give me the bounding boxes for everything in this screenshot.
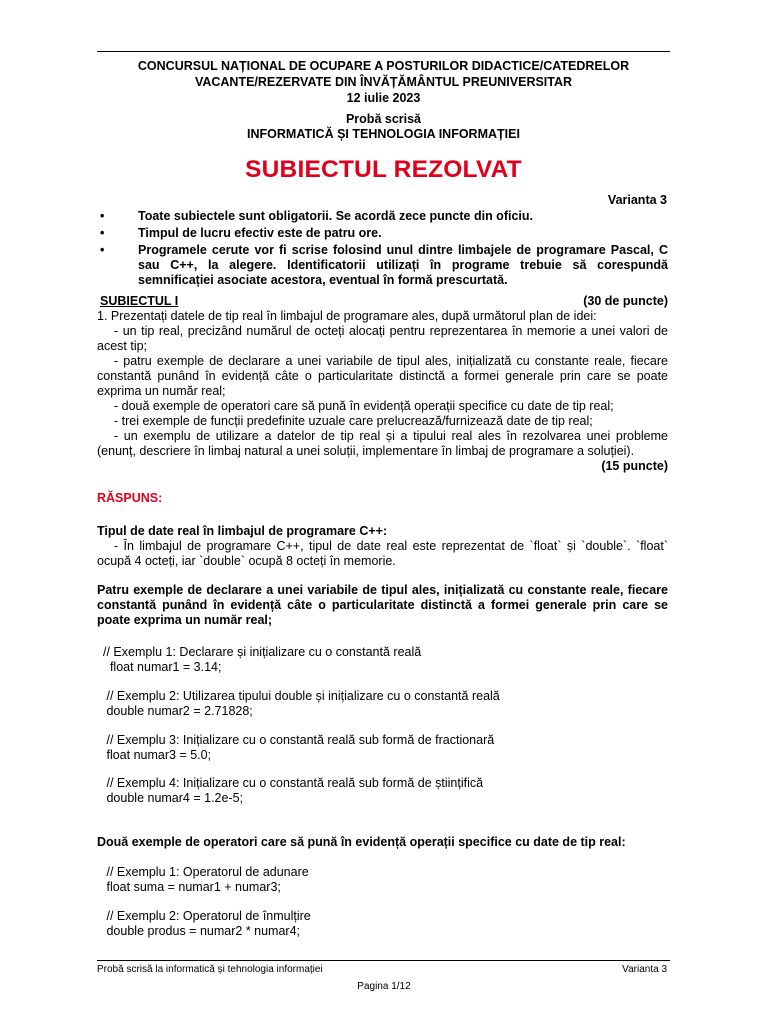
- answer-part-3-heading: [97, 835, 668, 850]
- footer-left: Probă scrisă la informatică și tehnologia informației: [97, 964, 323, 975]
- code-comment: // Exemplu 4: Inițializare cu o constantă reală sub formă de științifică: [106, 776, 484, 790]
- code-example-2: [103, 689, 500, 719]
- code-example-3: [103, 733, 494, 763]
- header-disciplina: INFORMATICĂ ȘI TEHNOLOGIA INFORMAȚIEI: [247, 127, 520, 141]
- header-proba: Probă scrisă: [345, 112, 422, 126]
- top-rule: [97, 51, 670, 52]
- answer-part-1: [97, 524, 668, 569]
- code-line: float suma = numar1 + numar3;: [106, 880, 281, 894]
- answer-part-3-heading-text: Două exemple de operatori care să pună în evidență operații specifice cu date de tip real:: [97, 835, 626, 849]
- answer-part-1-text: - În limbajul de programare C++, tipul de date real este reprezentat de `float` și `double`. `float` ocupă 4 octeți, iar `double` ocupă 8 octeți în memorie.: [97, 539, 668, 568]
- question-item: - trei exemple de funcții predefinite uzuale care prelucrează/furnizează date de tip real;: [114, 414, 593, 428]
- bottom-rule: [97, 960, 670, 961]
- question-item: - patru exemple de declarare a unei variabile de tipul ales, inițializată cu constante reale, fiecare constantă punând în evidență câte o particularitate distinctă a formei generale prin care se poate exprima un număr real;: [97, 354, 668, 398]
- page-title: SUBIECTUL REZOLVAT: [245, 156, 522, 183]
- instruction-item: [97, 209, 668, 224]
- code-line: float numar1 = 3.14;: [109, 660, 222, 674]
- instruction-text: Timpul de lucru efectiv este de patru ore.: [138, 226, 382, 240]
- code-line: double numar4 = 1.2e-5;: [106, 791, 244, 805]
- code-line: double numar2 = 2.71828;: [106, 704, 253, 718]
- question-item: - două exemple de operatori care să pună în evidență operații specifice cu date de tip real;: [114, 399, 614, 413]
- code-comment: // Exemplu 3: Inițializare cu o constantă reală sub formă de fractionară: [106, 733, 495, 747]
- instructions-list: [97, 209, 668, 290]
- bullet-icon: •: [100, 243, 105, 257]
- answer-part-2-heading-text: Patru exemple de declarare a unei variabile de tipul ales, inițializată cu constante reale, fiecare constantă punând în evidență câte o particularitate distinctă a formei generale prin care se poate exprima un număr real;: [97, 583, 668, 627]
- instruction-item: [97, 226, 668, 241]
- subject-name: SUBIECTUL I: [100, 294, 179, 308]
- header-line-2: VACANTE/REZERVATE DIN ÎNVĂȚĂMÂNTUL PREUNIVERSITAR: [194, 75, 573, 89]
- operator-example-2: [103, 909, 311, 939]
- code-example-1: [103, 645, 421, 675]
- answer-part-1-heading: Tipul de date real în limbajul de programare C++:: [97, 524, 388, 538]
- question-points: (15 puncte): [601, 459, 668, 473]
- instruction-text: Toate subiectele sunt obligatorii. Se acordă zece puncte din oficiu.: [138, 209, 533, 223]
- code-example-4: [103, 776, 483, 806]
- code-comment: // Exemplu 1: Declarare și inițializare cu o constantă reală: [103, 645, 422, 659]
- question-item: - un tip real, precizând numărul de octeți alocați pentru reprezentarea în memorie a unei valori de acest tip;: [97, 324, 668, 353]
- bullet-icon: •: [100, 209, 105, 223]
- question-item: - un exemplu de utilizare a datelor de tip real și a tipului real ales în rezolvarea unei probleme (enunț, descriere în limbaj natural a unei soluții, implementare în limbaj de programare a soluției).: [97, 429, 668, 458]
- answer-part-2-heading: [97, 583, 668, 628]
- subject-points: (30 de puncte): [583, 294, 668, 308]
- answer-label: RĂSPUNS:: [97, 491, 163, 505]
- question-intro: 1. Prezentați datele de tip real în limbajul de programare ales, după următorul plan de idei:: [97, 309, 597, 323]
- footer-right: Varianta 3: [622, 964, 667, 975]
- code-comment: // Exemplu 1: Operatorul de adunare: [106, 865, 309, 879]
- code-comment: // Exemplu 2: Operatorul de înmulțire: [106, 909, 311, 923]
- code-line: float numar3 = 5.0;: [106, 748, 212, 762]
- header-date: 12 iulie 2023: [346, 91, 421, 105]
- code-comment: // Exemplu 2: Utilizarea tipului double și inițializare cu o constantă reală: [106, 689, 500, 703]
- code-line: double produs = numar2 * numar4;: [106, 924, 301, 938]
- page-number: Pagina 1/12: [357, 981, 411, 992]
- varianta-label: Varianta 3: [607, 193, 667, 207]
- bullet-icon: •: [100, 226, 105, 240]
- operator-example-1: [103, 865, 309, 895]
- instruction-item: [97, 243, 668, 288]
- instruction-text: Programele cerute vor fi scrise folosind unul dintre limbajele de programare Pascal, C sau C++, la alegere. Identificatorii utilizați în programe trebuie să corespundă semnificației asociate acestora, eventual în formă prescurtată.: [138, 243, 668, 287]
- header-line-1: CONCURSUL NAȚIONAL DE OCUPARE A POSTURILOR DIDACTICE/CATEDRELOR: [137, 59, 630, 73]
- question-1: [97, 309, 668, 474]
